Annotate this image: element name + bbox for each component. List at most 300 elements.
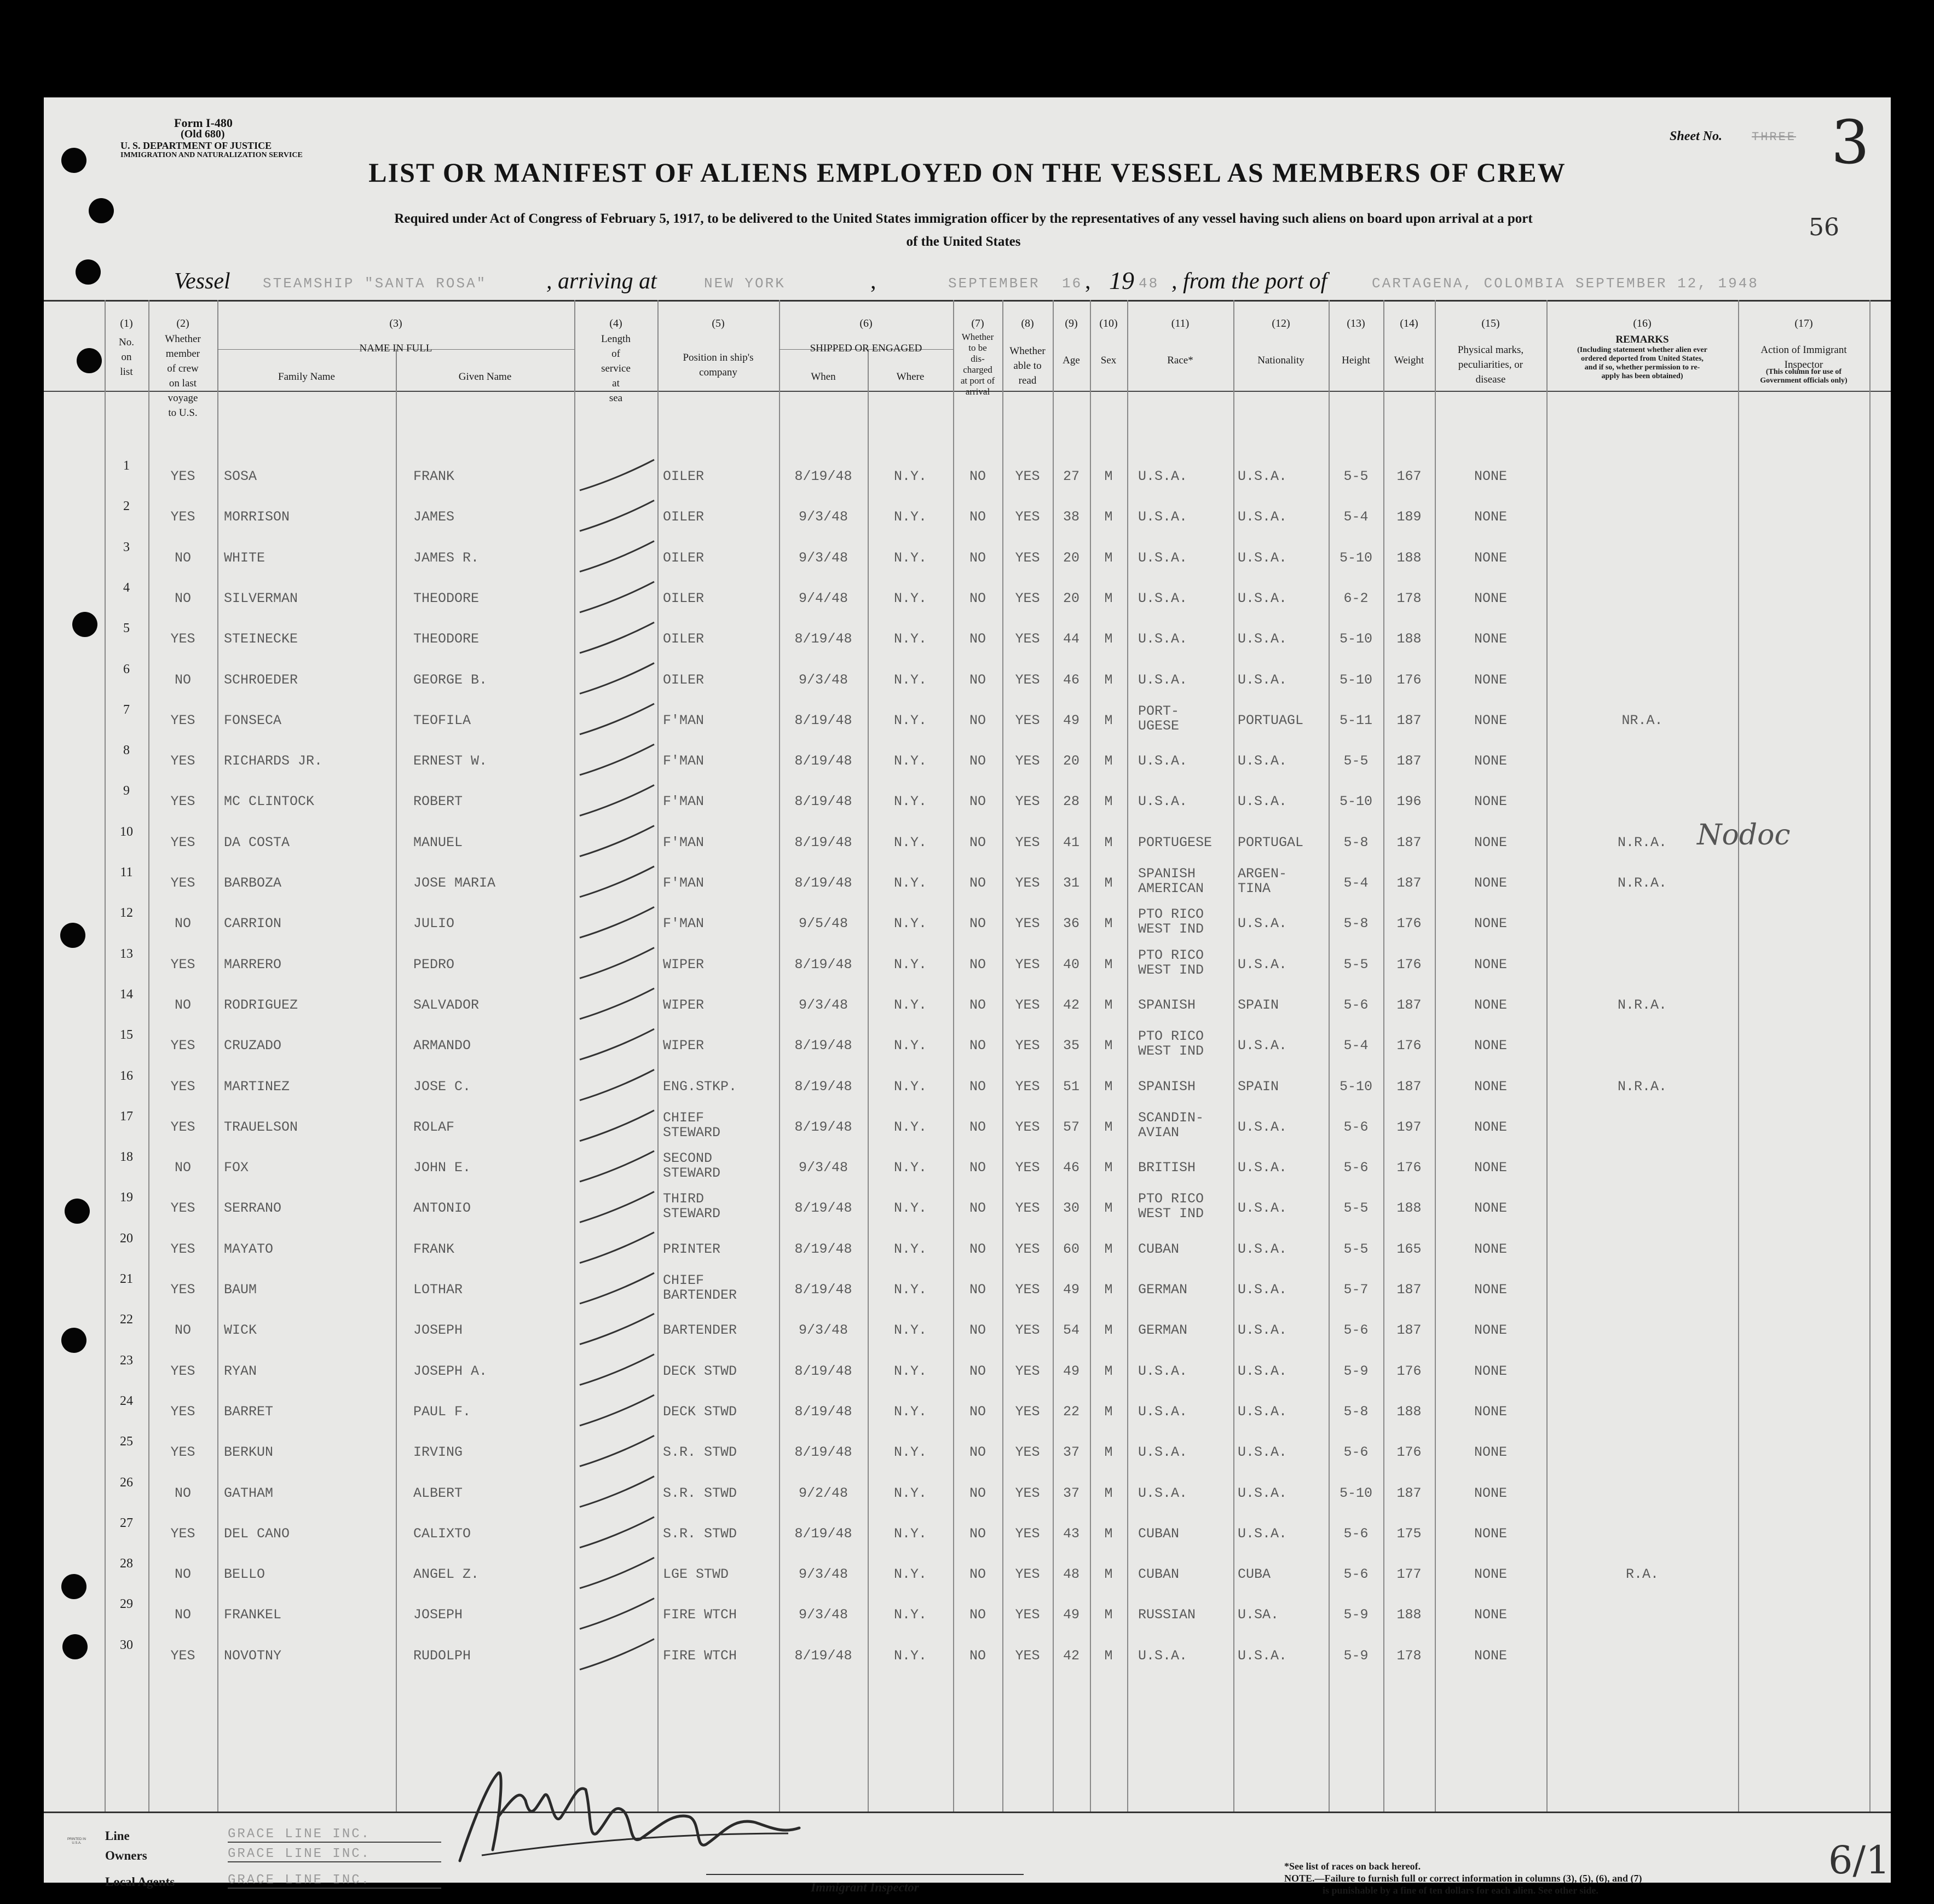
cell-age: 51 [1063,1078,1079,1095]
col-rule-14 [1383,300,1384,1812]
cell-weight: 176 [1396,672,1422,688]
cell-where: N.Y. [893,712,927,728]
cell-disch: NO [969,997,986,1013]
row-number: 25 [120,1434,133,1449]
col-rule-11 [1127,300,1128,1812]
service-slash [580,1191,654,1222]
cell-disch: NO [969,1078,986,1095]
cell-weight: 187 [1396,1322,1422,1339]
col-rule-18 [1869,300,1871,1812]
cell-sex: M [1104,794,1113,810]
cell-height: 5-11 [1339,712,1372,728]
cell-nat: U.S.A. [1238,631,1288,647]
cell-race: PTO RICO WEST IND [1138,1028,1204,1060]
line-value: GRACE LINE INC. [228,1827,441,1843]
cell-prev: YES [170,875,195,891]
cell-given: JOSEPH [413,1322,463,1339]
cell-age: 36 [1063,916,1079,932]
cell-given: JAMES R. [413,549,480,566]
cell-where: N.Y. [893,1525,927,1542]
cell-pos: DECK STWD [663,1363,737,1379]
cell-height: 5-10 [1339,1078,1372,1095]
local-agents-label: Local Agents [105,1875,175,1889]
cell-weight: 196 [1396,794,1422,810]
cell-nat: U.S.A. [1238,1241,1288,1257]
cell-prev: NO [174,549,191,566]
cell-given: LOTHAR [413,1282,463,1298]
col-6-header: SHIPPED OR ENGAGED [810,343,922,354]
col-16-subheader: (Including statement whether alien ever ordered deported from United States, and if so, whether permission to re- apply has been obtained) [1577,346,1707,380]
cell-when: 8/19/48 [794,468,852,484]
cell-height: 5-5 [1343,1241,1369,1257]
service-slash [580,826,654,856]
row-number: 4 [123,580,130,595]
cell-race: U.S.A. [1138,1485,1188,1501]
table-top-rule [44,300,1891,302]
subtitle-line-2: of the United States [906,234,1021,249]
cell-where: N.Y. [893,1403,927,1420]
department: U. S. DEPARTMENT OF JUSTICE [120,140,272,151]
cell-race: PTO RICO WEST IND [1138,906,1204,937]
cell-family: SOSA [224,468,257,484]
cell-read: YES [1015,1485,1040,1501]
cell-race: PTO RICO WEST IND [1138,947,1204,978]
col-3-header: NAME IN FULL [359,343,432,354]
cell-pos: WIPER [663,1038,705,1054]
col-2-number: (2) [176,317,189,329]
service-slash [580,1477,654,1507]
cell-where: N.Y. [893,1241,927,1257]
arrival-comma: , [1085,269,1091,294]
cell-given: THEODORE [413,590,480,606]
punch-hole [76,259,101,285]
cell-read: YES [1015,1566,1040,1583]
cell-prev: YES [170,1363,195,1379]
cell-disch: NO [969,1566,986,1583]
cell-height: 5-10 [1339,549,1372,566]
service-slash [580,1355,654,1385]
cell-weight: 187 [1396,1485,1422,1501]
cell-read: YES [1015,631,1040,647]
cell-disch: NO [969,753,986,769]
cell-family: BARBOZA [224,875,282,891]
cell-height: 5-9 [1343,1363,1369,1379]
cell-when: 8/19/48 [794,1119,852,1135]
service-slash [580,1151,654,1182]
row-number: 8 [123,743,130,758]
cell-when: 8/19/48 [794,1525,852,1542]
cell-where: N.Y. [893,1200,927,1217]
cell-family: WHITE [224,549,265,566]
cell-given: JOSE C. [413,1078,471,1095]
col-rule-3a [396,349,397,1812]
cell-phys: NONE [1474,549,1507,566]
cell-sex: M [1104,1160,1113,1176]
cell-nat: U.S.A. [1238,509,1288,525]
cell-when: 9/3/48 [798,672,848,688]
row-number: 5 [123,621,130,636]
cell-age: 37 [1063,1444,1079,1461]
cell-phys: NONE [1474,1444,1507,1461]
col-7-number: (7) [971,317,984,329]
cell-pos: OILER [663,509,705,525]
cell-sex: M [1104,590,1113,606]
cell-sex: M [1104,834,1113,850]
cell-weight: 178 [1396,1647,1422,1664]
cell-prev: YES [170,468,195,484]
cell-sex: M [1104,1322,1113,1339]
cell-phys: NONE [1474,1038,1507,1054]
cell-given: JAMES [413,509,455,525]
cell-sex: M [1104,1282,1113,1298]
row-number: 2 [123,499,130,514]
cell-where: N.Y. [893,1566,927,1583]
service-slash [580,1395,654,1426]
service-slash [580,744,654,775]
arriving-label: , arriving at [546,269,657,294]
cell-pos: THIRD STEWARD [663,1191,721,1222]
col-13-header: Height [1342,355,1370,366]
cell-prev: NO [174,672,191,688]
cell-height: 5-4 [1343,509,1369,525]
cell-pos: F'MAN [663,875,705,891]
col-12-header: Nationality [1257,355,1304,366]
cell-family: BERKUN [224,1444,274,1461]
cell-given: ARMANDO [413,1038,471,1054]
cell-read: YES [1015,1525,1040,1542]
col-16-number: (16) [1633,317,1652,329]
cell-pos: OILER [663,468,705,484]
cell-race: U.S.A. [1138,1647,1188,1664]
arrival-day: 16 [1062,275,1083,292]
cell-read: YES [1015,997,1040,1013]
cell-given: JOSEPH [413,1607,463,1623]
handwritten-remark: Nodoc [1697,819,1791,852]
service-slash [580,1110,654,1141]
cell-phys: NONE [1474,1485,1507,1501]
col-rule-6 [779,300,780,1812]
cell-height: 5-6 [1343,1322,1369,1339]
cell-when: 8/19/48 [794,1444,852,1461]
form-old-number: (Old 680) [181,128,225,140]
cell-height: 5-5 [1343,468,1369,484]
cell-sex: M [1104,468,1113,484]
cell-disch: NO [969,1403,986,1420]
service-slash [580,541,654,572]
cell-weight: 188 [1396,1200,1422,1217]
cell-weight: 176 [1396,956,1422,973]
cell-family: RODRIGUEZ [224,997,298,1013]
cell-pos: BARTENDER [663,1322,737,1339]
cell-height: 5-5 [1343,1200,1369,1217]
cell-read: YES [1015,1403,1040,1420]
cell-disch: NO [969,1322,986,1339]
cell-nat: U.S.A. [1238,1322,1288,1339]
cell-where: N.Y. [893,794,927,810]
cell-phys: NONE [1474,1119,1507,1135]
cell-weight: 187 [1396,753,1422,769]
cell-prev: YES [170,631,195,647]
cell-nat: U.S.A. [1238,1119,1288,1135]
row-number: 20 [120,1231,133,1246]
cell-given: IRVING [413,1444,463,1461]
row-number: 28 [120,1556,133,1571]
cell-pos: OILER [663,672,705,688]
cell-prev: NO [174,1160,191,1176]
manifest-sheet [44,97,1891,1896]
cell-where: N.Y. [893,549,927,566]
cell-when: 8/19/48 [794,1038,852,1054]
cell-disch: NO [969,1282,986,1298]
cell-height: 5-7 [1343,1282,1369,1298]
cell-family: DEL CANO [224,1525,290,1542]
cell-when: 8/19/48 [794,956,852,973]
service-slash [580,1598,654,1629]
cell-given: GEORGE B. [413,672,488,688]
cell-given: PAUL F. [413,1403,471,1420]
cell-age: 42 [1063,1647,1079,1664]
row-number: 3 [123,540,130,554]
cell-weight: 176 [1396,1444,1422,1461]
service-slash [580,582,654,612]
cell-given: TEOFILA [413,712,471,728]
cell-rem: N.R.A. [1617,834,1667,850]
col-9-number: (9) [1065,317,1078,329]
fine-note-1: NOTE.—Failure to furnish full or correct information in columns (3), (5), (6), and (7) [1284,1873,1642,1884]
cell-race: BRITISH [1138,1160,1196,1176]
cell-height: 5-6 [1343,1160,1369,1176]
cell-family: GATHAM [224,1485,274,1501]
cell-phys: NONE [1474,1241,1507,1257]
cell-prev: YES [170,1078,195,1095]
service-slash [580,1558,654,1588]
cell-sex: M [1104,753,1113,769]
cell-when: 8/19/48 [794,1200,852,1217]
cell-age: 49 [1063,1607,1079,1623]
row-number: 26 [120,1475,133,1490]
cell-family: BARRET [224,1403,274,1420]
cell-nat: CUBA [1238,1566,1271,1583]
cell-phys: NONE [1474,590,1507,606]
cell-pos: OILER [663,549,705,566]
row-number: 24 [120,1393,133,1408]
cell-age: 48 [1063,1566,1079,1583]
cell-nat: U.S.A. [1238,1647,1288,1664]
cell-age: 30 [1063,1200,1079,1217]
row-number: 7 [123,702,130,717]
col-rule-8 [1002,300,1003,1812]
cell-where: N.Y. [893,1647,927,1664]
service-slash [580,500,654,531]
service-length-slashes [574,391,657,1812]
service-slash [580,785,654,815]
cell-read: YES [1015,1647,1040,1664]
col-5-number: (5) [712,317,725,329]
col-rule-13 [1329,300,1330,1812]
cell-disch: NO [969,1241,986,1257]
service-slash [580,866,654,897]
cell-age: 49 [1063,1363,1079,1379]
col-11-number: (11) [1171,317,1190,329]
cell-weight: 187 [1396,1078,1422,1095]
cell-weight: 188 [1396,1403,1422,1420]
arriving-comma: , [870,269,876,294]
service-slash [580,1639,654,1670]
cell-weight: 188 [1396,1607,1422,1623]
cell-prev: YES [170,1200,195,1217]
service-slash [580,988,654,1019]
from-port-label: , from the port of [1171,269,1327,294]
line-label: Line [105,1829,130,1843]
row-number: 30 [120,1637,133,1652]
punch-hole [77,348,102,373]
cell-when: 8/19/48 [794,834,852,850]
col-10-header: Sex [1100,355,1117,366]
cell-given: CALIXTO [413,1525,471,1542]
cell-phys: NONE [1474,1160,1507,1176]
cell-weight: 176 [1396,1160,1422,1176]
races-note: *See list of races on back hereof. [1284,1861,1421,1872]
cell-race: GERMAN [1138,1282,1188,1298]
col-11-header: Race* [1167,355,1193,366]
cell-prev: NO [174,1607,191,1623]
cell-nat: U.S.A. [1238,956,1288,973]
cell-pos: LGE STWD [663,1566,729,1583]
cell-disch: NO [969,794,986,810]
cell-pos: F'MAN [663,712,705,728]
cell-disch: NO [969,956,986,973]
cell-when: 8/19/48 [794,631,852,647]
cell-where: N.Y. [893,1322,927,1339]
inspector-signature-line [706,1874,1024,1875]
cell-when: 9/2/48 [798,1485,848,1501]
col-1-header: No. on list [119,337,134,378]
service-slash [580,622,654,653]
cell-height: 5-10 [1339,631,1372,647]
cell-pos: CHIEF STEWARD [663,1109,721,1141]
punch-hole [60,923,85,948]
cell-height: 5-9 [1343,1647,1369,1664]
cell-family: SCHROEDER [224,672,298,688]
page-stamp: 56 [1809,213,1839,241]
cell-given: ALBERT [413,1485,463,1501]
cell-phys: NONE [1474,1282,1507,1298]
sheet-label: Sheet No. [1670,129,1722,143]
cell-given: JOSEPH A. [413,1363,488,1379]
cell-where: N.Y. [893,1485,927,1501]
cell-read: YES [1015,1444,1040,1461]
cell-read: YES [1015,509,1040,525]
cell-when: 9/3/48 [798,1160,848,1176]
cell-sex: M [1104,509,1113,525]
cell-height: 5-5 [1343,753,1369,769]
cell-sex: M [1104,875,1113,891]
cell-age: 38 [1063,509,1079,525]
cell-nat: U.S.A. [1238,1485,1288,1501]
service-slash [580,1029,654,1060]
row-number: 15 [120,1028,133,1043]
cell-disch: NO [969,468,986,484]
cell-sex: M [1104,1485,1113,1501]
cell-race: CUBAN [1138,1566,1180,1583]
col-15-number: (15) [1481,317,1500,329]
cell-nat: U.S.A. [1238,468,1288,484]
cell-age: 49 [1063,1282,1079,1298]
cell-prev: YES [170,1647,195,1664]
cell-given: ROBERT [413,794,463,810]
cell-height: 5-8 [1343,834,1369,850]
cell-race: U.S.A. [1138,672,1188,688]
col-8-header: Whether able to read [1009,345,1046,386]
cell-when: 9/3/48 [798,509,848,525]
col-17-subheader: (This column for use of Government officials only) [1760,368,1848,385]
cell-sex: M [1104,1363,1113,1379]
row-number: 10 [120,824,133,839]
cell-where: N.Y. [893,468,927,484]
table-bottom-rule [44,1812,1891,1813]
cell-where: N.Y. [893,834,927,850]
cell-age: 27 [1063,468,1079,484]
cell-age: 40 [1063,956,1079,973]
sheet-handwritten-number: 3 [1831,107,1869,177]
cell-race: GERMAN [1138,1322,1188,1339]
corner-handwritten-mark: 6/1 [1828,1838,1890,1883]
cell-height: 5-10 [1339,1485,1372,1501]
cell-disch: NO [969,549,986,566]
cell-where: N.Y. [893,1078,927,1095]
cell-read: YES [1015,1160,1040,1176]
cell-height: 6-2 [1343,590,1369,606]
cell-family: WICK [224,1322,257,1339]
cell-given: ANGEL Z. [413,1566,480,1583]
cell-height: 5-6 [1343,1525,1369,1542]
service-slash [580,907,654,937]
cell-when: 8/19/48 [794,1282,852,1298]
cell-race: U.S.A. [1138,631,1188,647]
cell-nat: PORTUGAL [1238,834,1304,850]
cell-disch: NO [969,1485,986,1501]
col-rule-12 [1233,300,1234,1812]
cell-weight: 167 [1396,468,1422,484]
cell-weight: 165 [1396,1241,1422,1257]
cell-sex: M [1104,956,1113,973]
cell-phys: NONE [1474,1566,1507,1583]
cell-rem: NR.A. [1621,712,1663,728]
col-15-header: Physical marks, peculiarities, or disease [1457,344,1524,385]
cell-age: 20 [1063,753,1079,769]
cell-where: N.Y. [893,1363,927,1379]
col-given-name-header: Given Name [458,371,512,383]
cell-phys: NONE [1474,1363,1507,1379]
cell-prev: YES [170,1282,195,1298]
cell-race: PORTUGESE [1138,834,1213,850]
cell-prev: YES [170,1403,195,1420]
cell-race: U.S.A. [1138,590,1188,606]
col-rule-5 [657,300,659,1812]
cell-phys: NONE [1474,672,1507,688]
sheet-typed: THREE [1752,130,1797,144]
col-family-name-header: Family Name [278,371,335,383]
cell-race: SPANISH [1138,1078,1196,1095]
cell-read: YES [1015,1078,1040,1095]
cell-given: THEODORE [413,631,480,647]
cell-read: YES [1015,1119,1040,1135]
cell-race: SPANISH AMERICAN [1138,866,1204,896]
col-rule-3 [217,300,218,1812]
cell-disch: NO [969,875,986,891]
cell-height: 5-4 [1343,1038,1369,1054]
cell-pos: DECK STWD [663,1403,737,1420]
